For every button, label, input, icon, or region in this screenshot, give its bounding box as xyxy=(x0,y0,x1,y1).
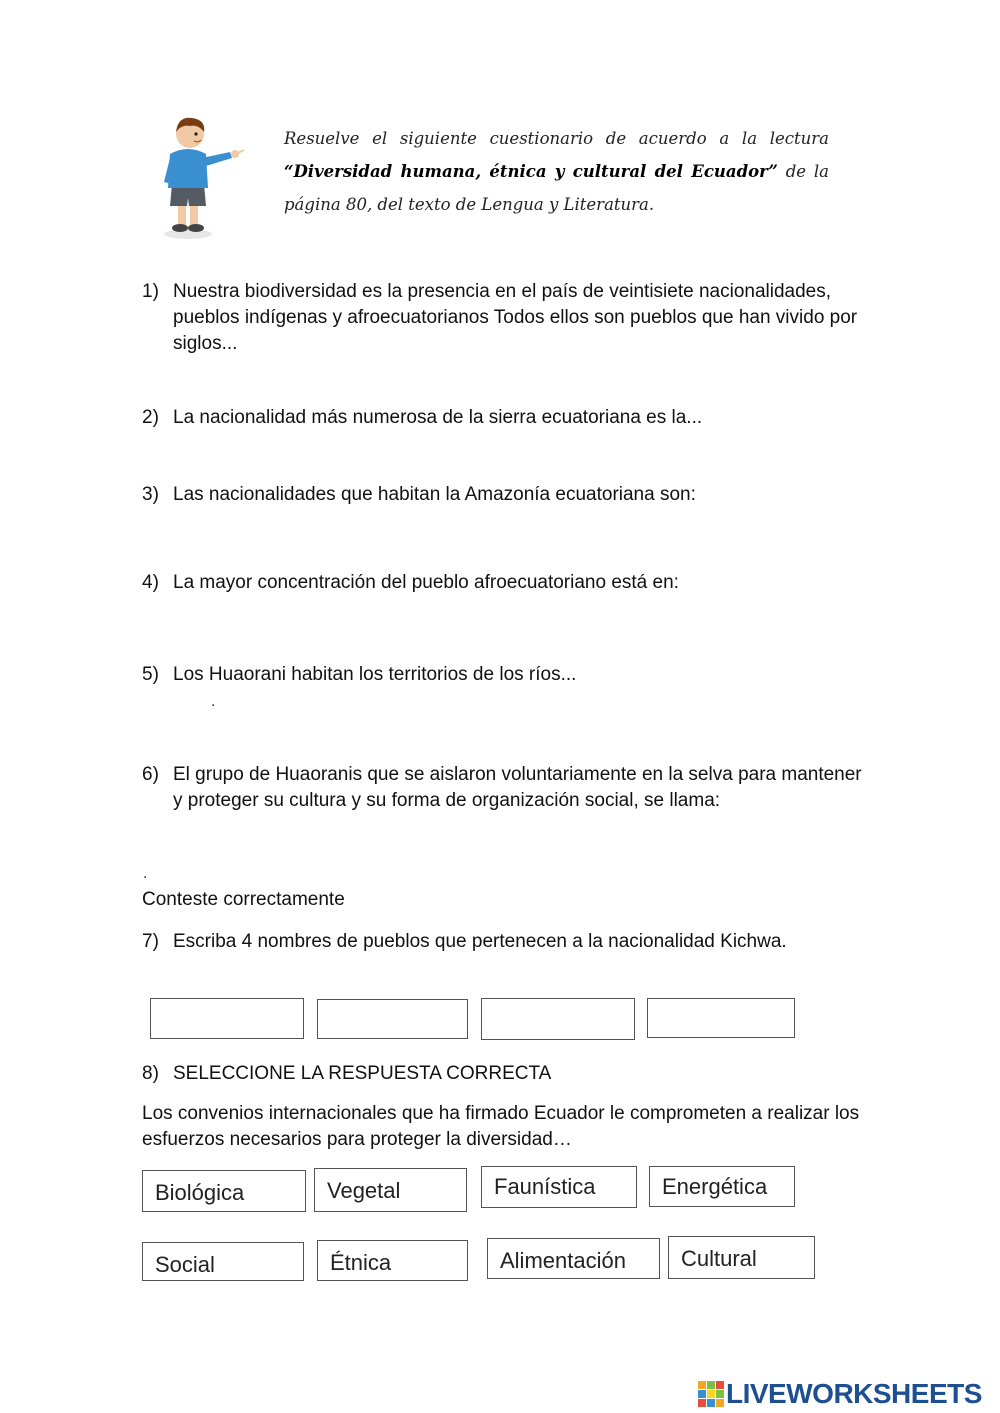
section-label: Conteste correctamente xyxy=(142,889,345,910)
kichwa-answer-box-2[interactable] xyxy=(317,999,468,1039)
question-4: 4) La mayor concentración del pueblo afroecuatoriano está en: xyxy=(142,572,679,593)
stray-dot: . xyxy=(143,865,148,882)
stray-dot: . xyxy=(211,693,216,710)
question-8-statement: Los convenios internacionales que ha firmado Ecuador le comprometen a realizar los esfuerzos necesarios para proteger la diversidad… xyxy=(142,1103,860,1150)
question-2: 2) La nacionalidad más numerosa de la sierra ecuatoriana es la... xyxy=(142,407,703,428)
option-vegetal[interactable]: Vegetal xyxy=(314,1168,467,1212)
question-7: 7) Escriba 4 nombres de pueblos que pertenecen a la nacionalidad Kichwa. xyxy=(142,931,787,952)
question-3: 3) Las nacionalidades que habitan la Amazonía ecuatoriana son: xyxy=(142,484,696,505)
question-5: 5) Los Huaorani habitan los territorios de los ríos... xyxy=(142,664,577,685)
kichwa-answer-box-4[interactable] xyxy=(647,998,795,1038)
liveworksheets-logo xyxy=(698,1378,982,1410)
option-social[interactable]: Social xyxy=(142,1242,304,1281)
liveworksheets-icon xyxy=(698,1381,724,1407)
question-6: 6) El grupo de Huaoranis que se aislaron voluntariamente en la selva para mantener y proteger su cultura y su forma de organización social, se llama: xyxy=(142,764,862,811)
option-cultural[interactable]: Cultural xyxy=(668,1236,815,1279)
reading-title: “Diversidad humana, étnica y cultural del Ecuador” xyxy=(284,162,778,181)
question-1: 1) Nuestra biodiversidad es la presencia en el país de veintisiete nacionalidades, pueblos indígenas y afroecuatorianos Todos ellos son pueblos que han vivido por siglos... xyxy=(142,281,858,354)
option-faunistica[interactable]: Faunística xyxy=(481,1166,637,1208)
question-8: 8) SELECCIONE LA RESPUESTA CORRECTA xyxy=(142,1063,552,1084)
option-etnica[interactable]: Étnica xyxy=(317,1240,468,1281)
kichwa-answer-box-1[interactable] xyxy=(150,998,304,1039)
instructions-text: Resuelve el siguiente cuestionario de acuerdo a la lectura “Diversidad humana, étnica y cultural del Ecuador” de la página 80, del texto de Lengua y Literatura. xyxy=(284,129,829,214)
kichwa-answer-box-3[interactable] xyxy=(481,998,635,1040)
option-biologica[interactable]: Biológica xyxy=(142,1170,306,1212)
boy-pointing-illustration xyxy=(150,112,250,240)
option-energetica[interactable]: Energética xyxy=(649,1166,795,1207)
logo-text: LIVEWORKSHEETS xyxy=(726,1378,982,1409)
option-alimentacion[interactable]: Alimentación xyxy=(487,1238,660,1279)
